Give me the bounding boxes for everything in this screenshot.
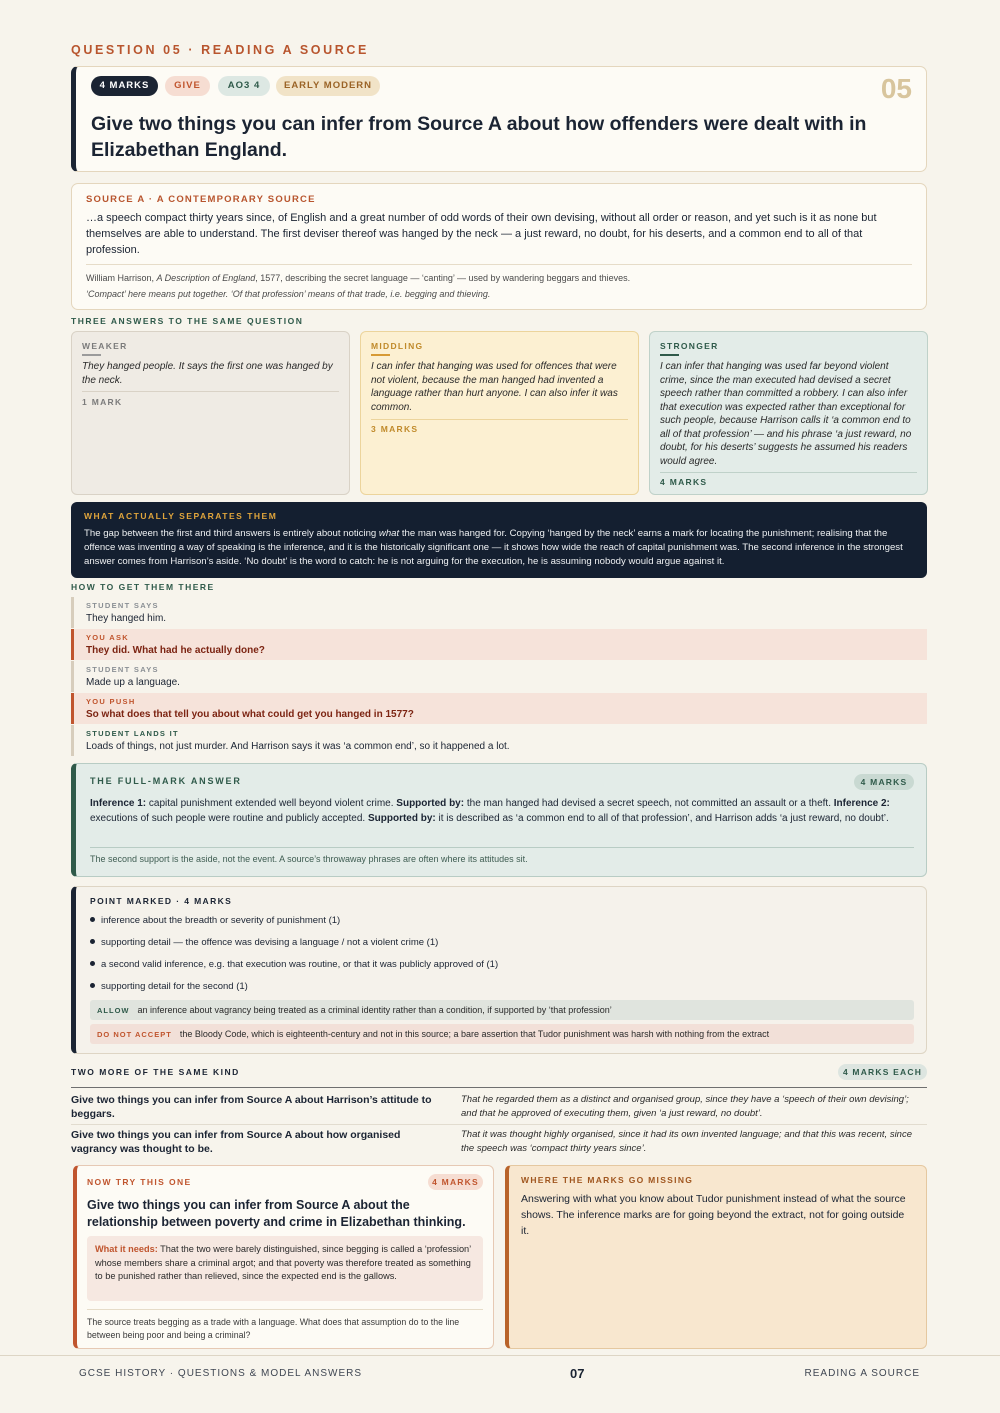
- answer-marks: 4 MARKS: [660, 477, 708, 487]
- mark-scheme-label: POINT MARKED · 4 MARKS: [90, 896, 233, 906]
- mark-point: supporting detail for the second (1): [90, 981, 248, 992]
- dialogue-line: So what does that tell you about what could get you hanged in 1577?: [86, 709, 414, 720]
- dialogue-turn-teacher: [71, 693, 927, 724]
- source-citation: William Harrison, A Description of England, 1577, describing the secret language — ‘canting’ — used by wandering beggars and thieves. ‘Compact’ here means put together. ‘Of that profession’ means of that trade, i.e. begging and thieving.: [86, 270, 906, 302]
- bullet-icon: [90, 917, 95, 922]
- page-number: 07: [570, 1366, 585, 1381]
- bullet-icon: [90, 983, 95, 988]
- dialogue-turn-student: [71, 725, 927, 756]
- answer-label: MIDDLING: [371, 341, 424, 351]
- full-mark-answer: [71, 763, 927, 877]
- mark-point: a second valid inference, e.g. that execution was routine, or that it was publicly approved of (1): [90, 959, 498, 970]
- footer-right: READING A SOURCE: [804, 1368, 920, 1379]
- answer-divider: [82, 391, 339, 392]
- dialogue-line: Made up a language.: [86, 677, 180, 688]
- answer-divider: [660, 472, 917, 473]
- mark-scheme: [71, 886, 927, 1054]
- answer-text: They hanged people. It says the first one was hanged by the neck.: [82, 361, 333, 386]
- dialogue-speaker: YOU PUSH: [86, 697, 136, 706]
- dialogue-speaker: STUDENT SAYS: [86, 601, 159, 610]
- answer-divider: [371, 419, 628, 420]
- answer-text: I can infer that hanging was used far beyond violent crime, since the man executed had devised a secret speech rather than committed a robbery. I can also infer that execution was expected rather than exceptional for such people, because Harrison calls it ‘a common end to all of that profession’ — and his phrase ‘a just reward, no doubt, for his deserts’ suggests he assumed his readers would agree.: [660, 361, 912, 467]
- try-note: The source treats begging as a trade with a language. What does that assumption do to the line between being poor and being a criminal?: [87, 1317, 460, 1340]
- source-card: [71, 183, 927, 310]
- tag-period: EARLY MODERN: [276, 76, 380, 96]
- row-divider: [71, 1124, 927, 1125]
- dialogue-turn-student: [71, 597, 927, 628]
- marks-missing-card: [505, 1165, 927, 1349]
- question-eyebrow: QUESTION 05 · READING A SOURCE: [71, 43, 369, 57]
- try-this-card: [73, 1165, 494, 1349]
- dialogue-heading: HOW TO GET THEM THERE: [71, 582, 215, 592]
- question-number: 05: [880, 73, 912, 104]
- bullet-icon: [90, 961, 95, 966]
- dialogue-line: Loads of things, not just murder. And Harrison says it was ‘a common end’, so it happened a lot.: [86, 741, 510, 752]
- tag-marks: 4 MARKS: [91, 76, 158, 96]
- more-heading: TWO MORE OF THE SAME KIND: [71, 1067, 240, 1077]
- footer-divider: [0, 1355, 1000, 1356]
- source-divider: [86, 264, 912, 265]
- answer-marks: 3 MARKS: [371, 424, 419, 434]
- answer-text: I can infer that hanging was used for offences that were not violent, because the man hanged had invented a language rather than hurt anyone. I can also infer it was common.: [371, 361, 618, 413]
- answer-label: STRONGER: [660, 341, 719, 351]
- missing-text: Answering with what you know about Tudor punishment instead of what the source shows. The inference marks are for going beyond the extract, not for going outside it.: [521, 1193, 906, 1237]
- try-question: Give two things you can infer from Source A about the relationship between poverty and crime in Elizabethan thinking.: [87, 1198, 466, 1229]
- dialogue-speaker: STUDENT LANDS IT: [86, 729, 179, 738]
- dialogue-line: They did. What had he actually done?: [86, 645, 265, 656]
- separates-text: The gap between the first and third answers is entirely about noticing what the man was hanged for. Copying ‘hanged by the neck’ earns a mark for locating the punishment; realising that the offence was inventing a way of speaking is the inference, and it is the historically significant one — it shows how wide the reach of capital punishment was. The second inference in the strongest answer comes from Harrison’s aside. ‘No doubt’ is the word to catch: he is not arguing for the execution, he is assuming nobody would argue against it.: [84, 528, 903, 567]
- dialogue-speaker: YOU ASK: [86, 633, 129, 642]
- answer-weaker: [71, 331, 350, 495]
- dialogue-line: They hanged him.: [86, 613, 167, 624]
- missing-label: WHERE THE MARKS GO MISSING: [521, 1175, 694, 1185]
- source-label: SOURCE A · A CONTEMPORARY SOURCE: [86, 194, 316, 205]
- answer-bar: [660, 354, 679, 356]
- more-question: Give two things you can infer from Source A about Harrison’s attitude to beggars.: [71, 1094, 432, 1120]
- footer-left: GCSE HISTORY · QUESTIONS & MODEL ANSWERS: [79, 1368, 363, 1379]
- allow-strip: ALLOW an inference about vagrancy being treated as a criminal identity rather than a condition, if supported by ‘that profession’: [90, 1000, 914, 1020]
- tag-command: GIVE: [165, 76, 210, 96]
- mark-point: inference about the breadth or severity of punishment (1): [90, 915, 340, 926]
- full-mark-note: The second support is the aside, not the event. A source’s throwaway phrases are often where its attitudes sit.: [90, 854, 528, 864]
- more-divider: [71, 1087, 927, 1088]
- answer-marks: 1 MARK: [82, 397, 123, 407]
- question-card: [71, 66, 927, 172]
- more-answer: That he regarded them as a distinct and organised group, since they have a ‘speech of their own devising’; and that he approved of executing them, given ‘a just reward, no doubt’.: [461, 1094, 909, 1119]
- try-label: NOW TRY THIS ONE: [87, 1177, 192, 1187]
- answer-bar: [82, 354, 101, 356]
- mark-point: supporting detail — the offence was devising a language / not a violent crime (1): [90, 937, 438, 948]
- more-question: Give two things you can infer from Source A about how organised vagrancy was thought to be.: [71, 1129, 401, 1155]
- try-divider: [87, 1309, 483, 1310]
- dialogue-turn-student: [71, 661, 927, 692]
- answer-middling: [360, 331, 639, 495]
- try-needs: What it needs: That the two were barely distinguished, since begging is called a ‘profession’ whose members share a criminal argot; and that poverty was therefore treated as something to be punished rather than relieved, since the expected end is the gallows.: [87, 1236, 483, 1301]
- tag-ao: AO3 4: [218, 76, 270, 96]
- answer-label: WEAKER: [82, 341, 128, 351]
- source-extract: …a speech compact thirty years since, of English and a great number of odd words of their own devising, without all order or reason, and yet such is it as none but themselves are able to understand. The first deviser thereof was hanged by the neck — a just reward, no doubt, for his deserts, and a common end to all of that profession.: [86, 212, 877, 256]
- bullet-icon: [90, 939, 95, 944]
- dialogue-speaker: STUDENT SAYS: [86, 665, 159, 674]
- full-mark-badge: 4 MARKS: [854, 774, 914, 790]
- answers-heading: THREE ANSWERS TO THE SAME QUESTION: [71, 316, 304, 326]
- answer-stronger: [649, 331, 928, 495]
- reject-strip: DO NOT ACCEPT the Bloody Code, which is eighteenth-century and not in this source; a bare assertion that Tudor punishment was harsh with nothing from the extract: [90, 1024, 914, 1044]
- more-badge: 4 MARKS EACH: [838, 1064, 927, 1080]
- separates-panel: [71, 502, 927, 578]
- more-answer: That it was thought highly organised, since it had its own invented language; and that this was recent, since the speech was ‘compact thirty years since’.: [461, 1129, 912, 1154]
- full-mark-label: THE FULL-MARK ANSWER: [90, 776, 242, 786]
- source-gloss: ‘Compact’ here means put together. ‘Of that profession’ means of that trade, i.e. begging and thieving.: [86, 289, 491, 299]
- separates-label: WHAT ACTUALLY SEPARATES THEM: [84, 511, 278, 521]
- question-text: Give two things you can infer from Source A about how offenders were dealt with in Elizabethan England.: [91, 113, 867, 161]
- try-badge: 4 MARKS: [428, 1174, 483, 1190]
- full-mark-text: Inference 1: capital punishment extended well beyond violent crime. Supported by: the man hanged had devised a secret speech, not committed an assault or a theft. Inference 2: executions of such people were routine and publicly accepted. Supported by: it is described as ‘a common end to all of that profession’, and Harrison adds ‘a just reward, no doubt’.: [90, 798, 890, 824]
- dialogue-turn-teacher: [71, 629, 927, 660]
- answer-bar: [371, 354, 390, 356]
- full-mark-divider: [90, 847, 914, 848]
